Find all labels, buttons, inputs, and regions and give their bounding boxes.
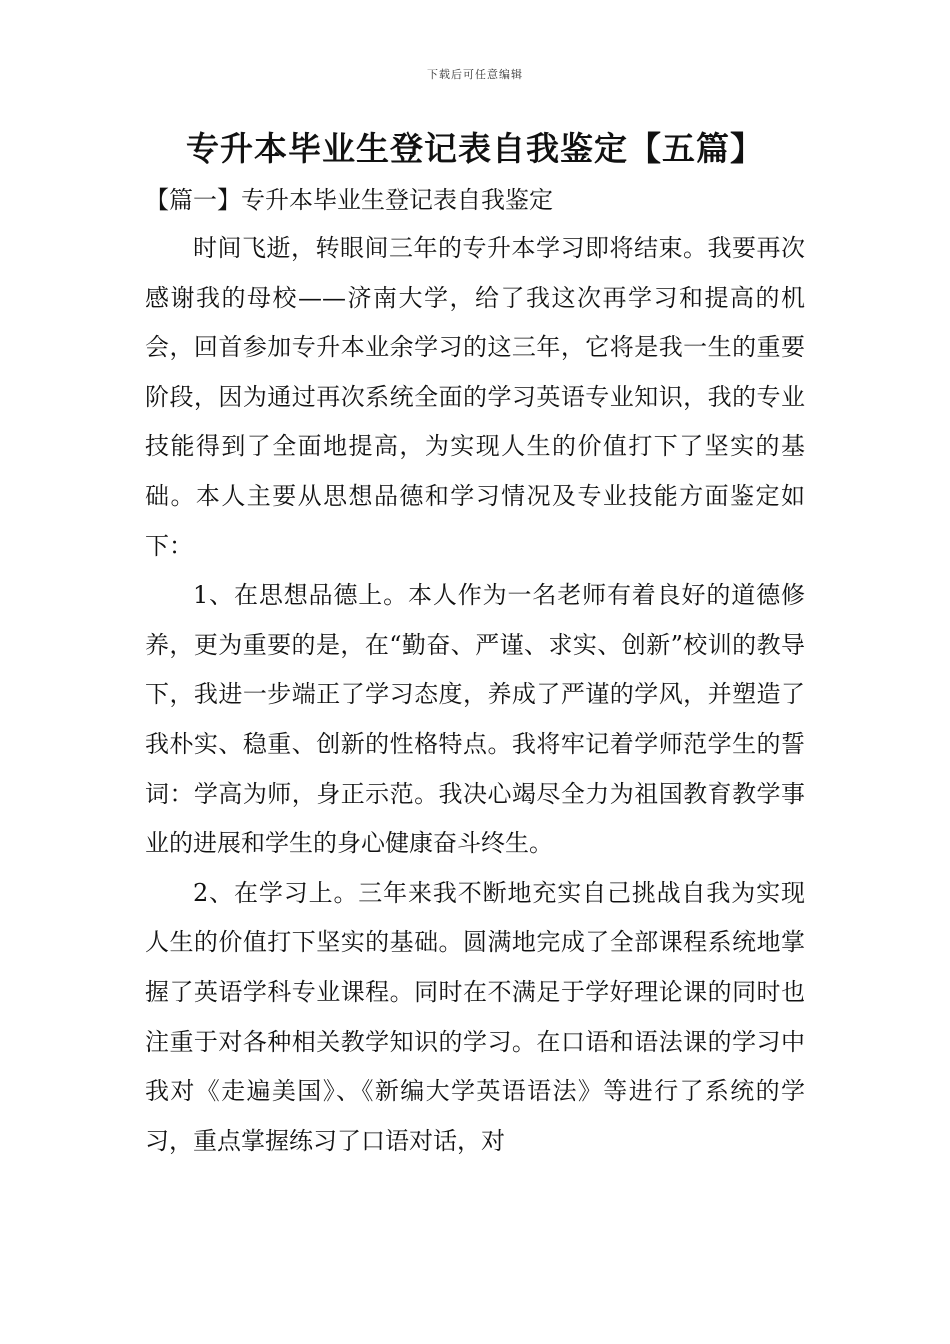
paragraph-study: 2、在学习上。三年来我不断地充实自己挑战自我为实现人生的价值打下坚实的基础。圆满地完成了全部课程系统地掌握了英语学科专业课程。同时在不满足于学好理论课的同时也注重于对各种相关教学知识的学习。在口语和语法课的学习中我对《走遍美国》、《新编大学英语语法》等进行了系统的学习，重点掌握练习了口语对话，对 [145, 878, 805, 1155]
document-title: 专升本毕业生登记表自我鉴定【五篇】 [186, 129, 764, 168]
paragraph-moral-character: 1、在思想品德上。本人作为一名老师有着良好的道德修养，更为重要的是，在“勤奋、严谨、求实、创新”校训的教导下，我进一步端正了学习态度，养成了严谨的学风，并塑造了我朴实、稳重、创新的性格特点。我将牢记着学师范学生的誓词：学高为师，身正示范。我决心竭尽全力为祖国教育教学事业的进展和学生的身心健康奋斗终生。 [145, 581, 805, 858]
section-heading: 【篇一】专升本毕业生登记表自我鉴定 [145, 186, 553, 214]
document-body [145, 224, 805, 1166]
header-note: 下载后可任意编辑 [427, 68, 523, 81]
paragraph-intro: 时间飞逝，转眼间三年的专升本学习即将结束。我要再次感谢我的母校——济南大学，给了我这次再学习和提高的机会，回首参加专升本业余学习的这三年，它将是我一生的重要阶段，因为通过再次系统全面的学习英语专业知识，我的专业技能得到了全面地提高，为实现人生的价值打下了坚实的基础。本人主要从思想品德和学习情况及专业技能方面鉴定如下： [145, 234, 805, 560]
